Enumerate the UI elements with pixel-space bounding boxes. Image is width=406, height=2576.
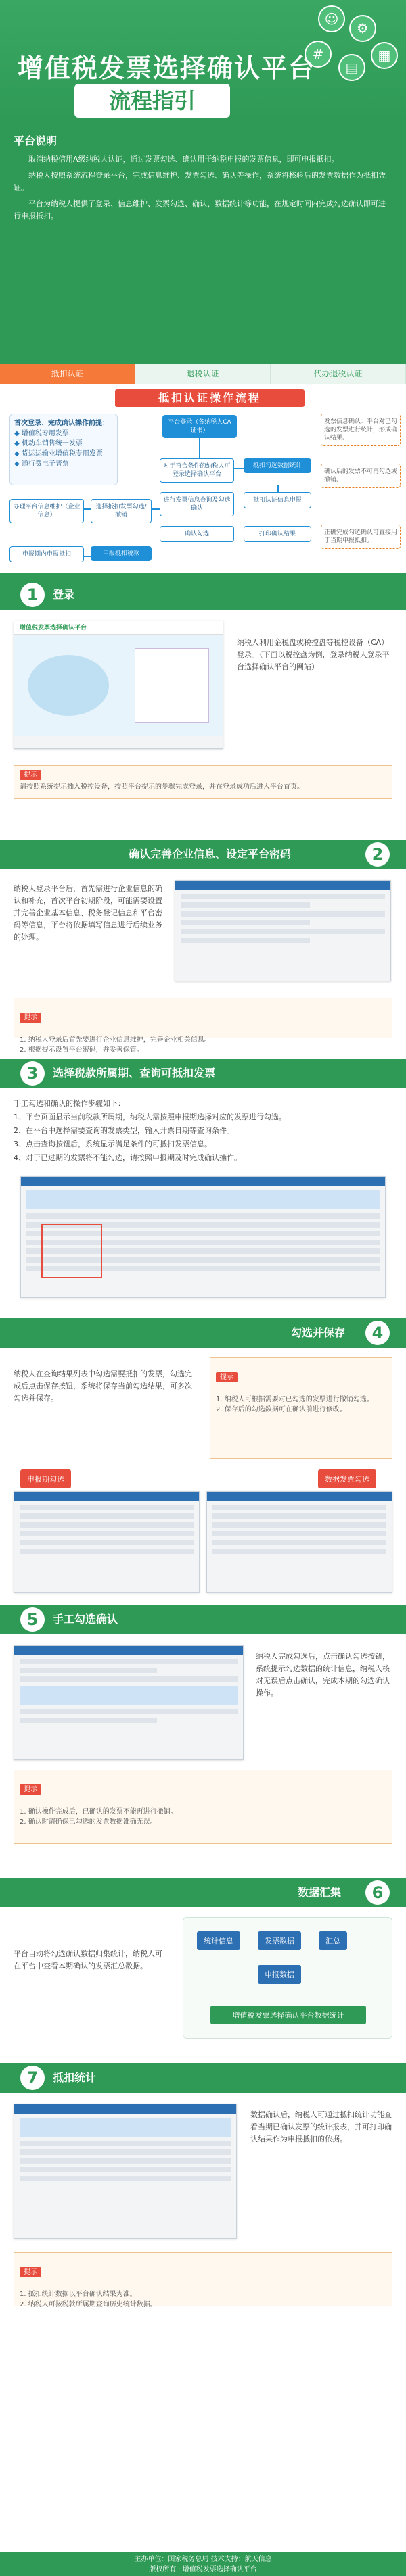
data-chip: 汇总 — [319, 1931, 347, 1950]
footer-line: 主办单位：国家税务总局 技术支持：航天信息 — [134, 2556, 272, 2563]
row — [212, 1540, 386, 1545]
section-text: 1、平台页面显示当前税款所属期，纳税人需按照申报期选择对应的发票进行勾选。 — [14, 1113, 286, 1121]
hint-tag: 提示 — [20, 1784, 41, 1795]
hint-box — [210, 1357, 392, 1459]
row — [212, 1505, 386, 1510]
section-title: 数据汇集 — [298, 1886, 342, 1899]
hint-box — [14, 2252, 392, 2306]
section-text: 纳税人完成勾选后，点击确认勾选按钮，系统提示勾选数据的统计信息，纳税人核对无误后点击确认，完成本期的勾选确认操作。 — [256, 1652, 390, 1697]
tab-deduction[interactable]: 抵扣认证 — [0, 364, 135, 384]
calculator-icon: # — [304, 41, 332, 68]
login-form — [135, 648, 209, 723]
legend-item: ◆ 通行费电子普票 — [14, 459, 113, 469]
legend-title: 首次登录、完成确认操作前提： — [14, 420, 109, 427]
intro-heading: 平台说明 — [14, 135, 58, 147]
screenshot-bar — [14, 2104, 236, 2114]
section-header — [0, 1059, 406, 1088]
section-text: 2、在平台中选择需要查询的发票类型，输入开票日期等查询条件。 — [14, 1126, 234, 1135]
section-body — [0, 2093, 406, 2552]
section-body — [0, 1907, 406, 2063]
section-text: 手工勾选和确认的操作步骤如下： — [14, 1099, 125, 1108]
filter-block — [20, 2118, 231, 2137]
row — [20, 1540, 194, 1545]
screenshot-bar — [14, 1646, 243, 1655]
row — [181, 929, 385, 934]
section-text: 纳税人在查询结果列表中勾选需要抵扣的发票，勾选完成后点击保存按钮，系统将保存当前勾选结果，可多次勾选并保存。 — [14, 1369, 192, 1403]
section-body — [0, 610, 406, 840]
flow-arrow — [277, 485, 279, 492]
section-text: 3、点击查询按钮后，系统显示满足条件的可抵扣发票信息。 — [14, 1140, 212, 1148]
flow-node: 平台登录（各纳税人CA证书） — [162, 415, 237, 438]
flow-arrow — [152, 508, 160, 510]
page-subtitle: 流程指引 — [74, 84, 230, 118]
hint-text: 1. 抵扣统计数据以平台确认结果为准。 2. 纳税人可按税款所属期查询历史统计数据。 — [20, 2291, 157, 2308]
screenshot-bar — [21, 1177, 385, 1186]
select-screenshot — [206, 1491, 392, 1593]
page-header — [0, 0, 406, 120]
hint-text: 1. 纳税人可根据需要对已勾选的发票进行撤销勾选。 2. 保存后的勾选数据可在确认前进行修改。 — [216, 1396, 374, 1413]
hint-text: 请按照系统提示插入税控设备，按照平台提示的步骤完成登录，并在登录成功后进入平台首页。 — [20, 783, 304, 791]
user-icon: ☺ — [318, 5, 345, 32]
row — [181, 911, 385, 917]
login-screenshot — [14, 621, 223, 749]
section-number: 6 — [365, 1880, 390, 1905]
flow-arrow — [234, 468, 244, 469]
flow-node: 办理平台信息维护（企业信息） — [9, 499, 84, 523]
screenshot-title: 增值税发票选择确认平台 — [14, 621, 223, 635]
flow-note: 确认后的发票不可再勾选或撤销。 — [321, 464, 401, 488]
row — [212, 1549, 386, 1554]
info-screenshot — [175, 880, 391, 981]
platform-intro — [0, 120, 406, 350]
section-text: 数据确认后，纳税人可通过抵扣统计功能查看当期已确认发票的统计报表，并可打印确认结果作为申报抵扣的依据。 — [250, 2110, 392, 2143]
row — [20, 1522, 194, 1528]
summary-pill: 增值税发票选择确认平台数据统计 — [210, 2006, 366, 2024]
screenshot-bar — [175, 881, 390, 890]
flow-node: 选择抵扣发票勾选/撤销 — [91, 499, 152, 523]
row — [20, 1659, 238, 1664]
legend-item: ◆ 货运运输业增值税专用发票 — [14, 449, 113, 459]
flow-node: 进行发票信息查询及勾选确认 — [160, 492, 234, 516]
row — [20, 1549, 194, 1554]
summary-block — [20, 1686, 238, 1705]
section-title: 选择税款所属期、查询可抵扣发票 — [53, 1067, 216, 1079]
row — [20, 2167, 231, 2172]
flow-diagram — [0, 384, 406, 573]
hint-box — [14, 998, 392, 1054]
login-area — [14, 635, 223, 736]
section-header — [0, 580, 406, 610]
tab-refund[interactable]: 退税认证 — [135, 364, 271, 384]
confirm-screenshot — [14, 1645, 244, 1760]
row — [20, 1676, 238, 1682]
section-body — [0, 1634, 406, 1878]
filter-block — [26, 1190, 380, 1209]
flow-node: 抵扣认证信息申报 — [244, 492, 311, 508]
highlight-box — [41, 1224, 102, 1278]
section-header — [0, 1318, 406, 1348]
settings-icon: ⚙ — [349, 15, 376, 42]
section-number: 1 — [20, 583, 45, 607]
flow-legend — [9, 414, 118, 485]
hint-text: 1. 纳税人登录后首先要进行企业信息维护，完善企业相关信息。 2. 根据提示设置平台密码，并妥善保管。 — [20, 1036, 211, 1054]
hint-tag: 提示 — [20, 2267, 41, 2277]
row — [20, 1718, 157, 1723]
data-chip: 发票数据 — [258, 1931, 301, 1950]
hint-tag: 提示 — [216, 1372, 238, 1382]
section-number: 2 — [365, 842, 390, 867]
row — [20, 1668, 157, 1673]
row — [20, 2158, 231, 2164]
row — [20, 2141, 231, 2146]
footer-line: 版权所有 · 增值税发票选择确认平台 — [149, 2566, 257, 2573]
row — [181, 938, 310, 943]
section-title: 勾选并保存 — [291, 1326, 346, 1339]
flow-arrow — [199, 435, 200, 458]
section-title: 确认完善企业信息、设定平台密码 — [129, 848, 292, 860]
section-body — [0, 1348, 406, 1605]
section-number: 7 — [20, 2066, 45, 2090]
section-text: 纳税人登录平台后，首先需进行企业信息的确认和补充，首次平台初期阶段，可能需要设置并完善企业基本信息、税务登记信息和平台密码等信息，平台将依据填写信息进行后续业务的处理。 — [14, 884, 162, 942]
data-summary-diagram — [183, 1917, 392, 2039]
section-body — [0, 869, 406, 1059]
flow-node: 申报期内申报抵扣 — [9, 546, 84, 562]
row — [26, 1213, 380, 1219]
query-screenshot — [20, 1176, 386, 1298]
row — [181, 920, 310, 925]
pill-label: 申报期勾选 — [20, 1469, 71, 1488]
flow-arrow — [84, 508, 91, 510]
section-title: 手工勾选确认 — [53, 1613, 118, 1626]
section-text: 平台自动将勾选确认数据归集统计，纳税人可在平台中查看本期确认的发票汇总数据。 — [14, 1949, 162, 1970]
row — [212, 1531, 386, 1536]
section-header — [0, 2063, 406, 2093]
flow-node: 打印确认结果 — [244, 526, 311, 542]
row — [20, 2149, 231, 2155]
section-text: 纳税人利用金税盘或税控盘等税控设备（CA）登录。（下面以税控盘为例，登录纳税人登录平台选择确认平台的网站） — [237, 638, 390, 671]
hint-tag: 提示 — [20, 1013, 41, 1023]
pill-label: 数据发票勾选 — [318, 1469, 376, 1488]
row — [212, 1522, 386, 1528]
stat-screenshot — [14, 2104, 237, 2239]
row — [181, 894, 385, 899]
intro-paragraph: 取消纳税信用A级纳税人认证，通过发票勾选、确认用于纳税申报的发票信息，即可申报抵扣。 — [28, 155, 339, 164]
section-title: 登录 — [53, 588, 75, 601]
hint-tag: 提示 — [20, 770, 41, 780]
screenshot-bar — [14, 1492, 199, 1501]
page-footer — [0, 2552, 406, 2576]
row — [20, 1531, 194, 1536]
hint-text: 1. 确认操作完成后，已确认的发票不能再进行撤销。 2. 确认时请确保已勾选的发票数据准确无误。 — [20, 1808, 177, 1826]
row — [181, 902, 310, 908]
row — [20, 1709, 238, 1714]
flow-node: 对于符合条件的纳税人可登录选择确认平台 — [160, 458, 234, 483]
section-body — [0, 1088, 406, 1318]
flow-banner: 抵扣认证操作流程 — [115, 389, 304, 407]
data-chip: 申报数据 — [258, 1965, 301, 1984]
flow-node: 申报抵扣税款 — [91, 546, 152, 561]
document-icon: ▤ — [338, 54, 365, 81]
flow-node: 抵扣勾选数据统计 — [244, 458, 311, 473]
section-header — [0, 1878, 406, 1907]
hint-box — [14, 1770, 392, 1844]
tab-agent-refund[interactable]: 代办退税认证 — [271, 364, 406, 384]
section-number: 5 — [20, 1607, 45, 1632]
intro-paragraph: 纳税人按照系统流程登录平台，完成信息维护、发票勾选、确认等操作，系统将核验后的发票数据作为抵扣凭证。 — [14, 171, 386, 192]
intro-paragraph: 平台为纳税人提供了登录、信息维护、发票勾选、确认、数据统计等功能，在规定时间内完成勾选确认即可进行申报抵扣。 — [14, 199, 386, 220]
row — [20, 1513, 194, 1519]
flow-note: 发票信息确认：平台对已勾选的发票进行统计，形成确认结果。 — [321, 414, 401, 446]
row — [20, 2176, 231, 2181]
legend-item: ◆ 机动车销售统一发票 — [14, 439, 113, 449]
data-chip: 统计信息 — [197, 1931, 240, 1950]
row — [20, 1505, 194, 1510]
select-screenshot — [14, 1491, 200, 1593]
section-title: 抵扣统计 — [53, 2071, 97, 2084]
tab-bar — [0, 364, 406, 384]
chart-icon: ▦ — [371, 42, 398, 69]
row — [212, 1513, 386, 1519]
section-header — [0, 840, 406, 869]
section-number: 3 — [20, 1061, 45, 1086]
hint-box — [14, 765, 392, 799]
screenshot-bar — [207, 1492, 392, 1501]
section-number: 4 — [365, 1321, 390, 1345]
flow-node: 确认勾选 — [160, 526, 234, 542]
flow-arrow — [84, 556, 91, 557]
section-header — [0, 1605, 406, 1634]
legend-item: ◆ 增值税专用发票 — [14, 429, 113, 439]
page-title: 增值税发票选择确认平台 — [18, 55, 316, 83]
section-text: 4、对于已过期的发票将不能勾选，请按照申报期及时完成确认操作。 — [14, 1153, 242, 1162]
flow-note: 正确完成勾选确认可直接用于当期申报抵扣。 — [321, 525, 401, 549]
illustration — [28, 655, 109, 716]
